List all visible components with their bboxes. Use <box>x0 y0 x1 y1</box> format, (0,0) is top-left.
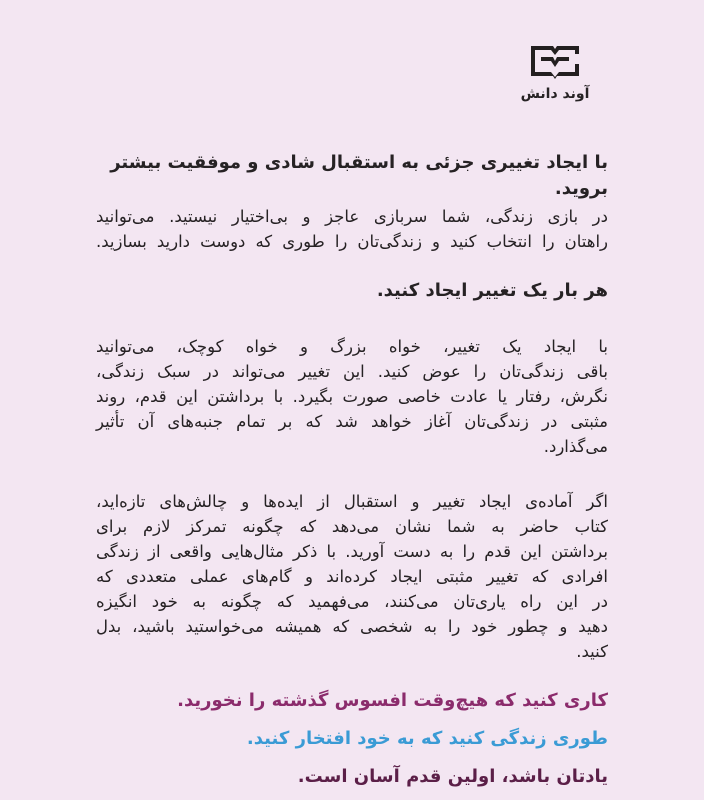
closing-text: طوری زندگی کنید که به خود افتخار کنید. <box>246 728 608 749</box>
text-line: نگرش، رفتار یا عادت خاصی صورت بگیرد. با برداشتن این قدم، روند <box>96 387 608 406</box>
paragraph-1 <box>96 204 608 254</box>
heading-text: هر بار یک تغییر ایجاد کنید. <box>376 280 608 301</box>
text-line: در بازی زندگی، شما سربازی عاجز و بی‌اختیار نیستید. می‌توانید <box>96 207 608 226</box>
closing-text: یادتان باشد، اولین قدم آسان است. <box>297 766 608 787</box>
text-line: باقی زندگی‌تان را عوض کنید. این تغییر می‌تواند در سبک زندگی، <box>96 362 608 381</box>
heading-text: با ایجاد تغییری جزئی به استقبال شادی و موفقیت بیشتر بروید. <box>110 152 608 199</box>
publisher-name: آوند دانش <box>520 86 590 102</box>
text-line: راهتان را انتخاب کنید و زندگی‌تان را طوری که دوست دارید بسازید. <box>96 232 608 251</box>
text-line: افرادی که تغییر مثبتی ایجاد کرده‌اند و گام‌های عملی متعددی که <box>96 567 608 586</box>
text-line: دهید و چطور خود را به شخصی که همیشه می‌خواستید باشید، بدل <box>96 617 608 636</box>
text-line: کتاب حاضر به شما نشان می‌دهد که چگونه تمرکز لازم برای <box>96 517 608 536</box>
closing-line-3 <box>96 764 608 790</box>
paragraph-3 <box>96 489 608 664</box>
text-line: برداشتن این قدم را به دست آورید. با ذکر مثال‌هایی واقعی از زندگی <box>96 542 608 561</box>
closing-line-2 <box>96 726 608 752</box>
text-line: مثبتی در زندگی‌تان آغاز خواهد شد که بر تمام جنبه‌های آن تأثیر <box>96 412 608 431</box>
text-line: با ایجاد یک تغییر، خواه بزرگ و خواه کوچک، می‌توانید <box>96 337 608 356</box>
closing-line-1 <box>96 688 608 714</box>
paragraph-2 <box>96 334 608 459</box>
text-line: اگر آماده‌ی ایجاد تغییر و استقبال از ایده‌ها و چالش‌های تازه‌اید، <box>96 492 608 511</box>
heading-2 <box>96 278 608 304</box>
text-line: کنید. <box>576 642 608 661</box>
text-line: در این راه یاری‌تان می‌کنند، می‌فهمید که چگونه به خود انگیزه <box>96 592 608 611</box>
text-line: می‌گذارد. <box>543 437 608 456</box>
heading-1 <box>96 150 608 202</box>
back-cover-text <box>96 0 608 800</box>
closing-text: کاری کنید که هیچ‌وقت افسوس گذشته را نخورید. <box>177 690 608 711</box>
